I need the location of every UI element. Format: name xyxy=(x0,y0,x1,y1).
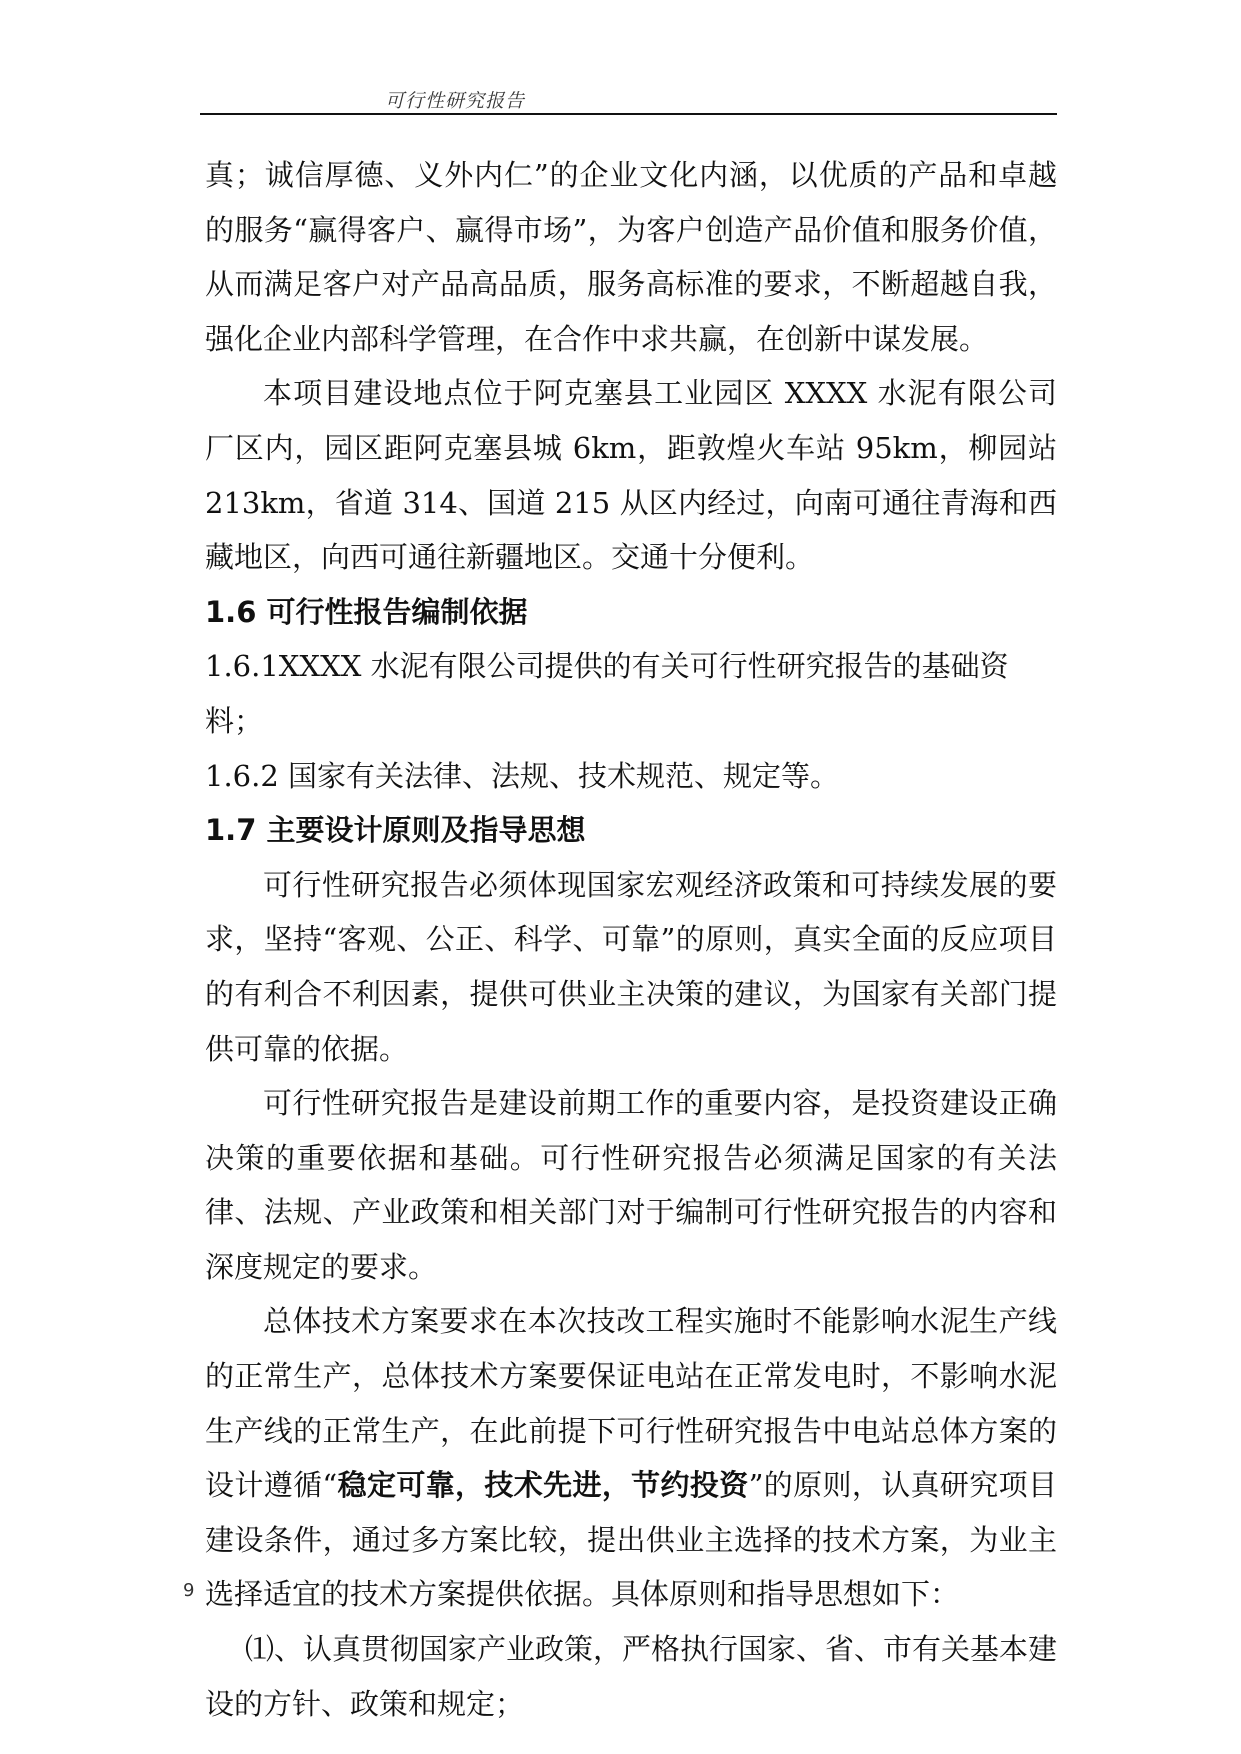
list-item-1-6-1: 1.6.1XXXX 水泥有限公司提供的有关可行性研究报告的基础资料； xyxy=(205,649,1009,738)
paragraph-technical-plan-text-before: 总体技术方案要求在本次技改工程实施时不能影响水泥生产线的正常生产，总体技术方案要保证电站在正常发电时，不影响水泥生产线的正常生产，在此前提下可行性研究报告中电站总体方案的设计遵循“ xyxy=(205,1304,1057,1503)
list-item-1-6-2: 1.6.2 国家有关法律、法规、技术规范、规定等。 xyxy=(205,758,840,793)
header-title: 可行性研究报告 xyxy=(385,90,526,112)
paragraph-principles: 可行性研究报告必须体现国家宏观经济政策和可持续发展的要求，坚持“客观、公正、科学、可靠”的原则，真实全面的反应项目的有利合不利因素，提供可供业主决策的建议，为国家有关部门提供可靠的依据。 xyxy=(205,867,1057,1066)
document-body xyxy=(205,148,1057,1731)
section-heading-1-7: 1.7 主要设计原则及指导思想 xyxy=(205,813,586,848)
header-divider xyxy=(200,113,1057,115)
paragraph-location: 本项目建设地点位于阿克塞县工业园区 XXXX 水泥有限公司厂区内，园区距阿克塞县城 6km，距敦煌火车站 95km，柳园站 213km，省道 314、国道 215 从区内经过，向南可通往青海和西藏地区，向西可通往新疆地区。交通十分便利。 xyxy=(205,376,1057,575)
list-item-principle-1: ⑴、认真贯彻国家产业政策，严格执行国家、省、市有关基本建设的方针、政策和规定； xyxy=(205,1632,1058,1721)
emphasis-text: 稳定可靠，技术先进，节约投资 xyxy=(337,1468,749,1503)
paragraph-importance: 可行性研究报告是建设前期工作的重要内容，是投资建设正确决策的重要依据和基础。可行性研究报告必须满足国家的有关法律、法规、产业政策和相关部门对于编制可行性研究报告的内容和深度规定的要求。 xyxy=(205,1086,1057,1284)
paragraph-technical-plan xyxy=(205,1294,1057,1622)
paragraph-continued: 真；诚信厚德、义外内仁”的企业文化内涵，以优质的产品和卓越的服务“赢得客户、赢得市场”，为客户创造产品价值和服务价值，从而满足客户对产品高品质，服务高标准的要求，不断超越自我，强化企业内部科学管理，在合作中求共赢，在创新中谋发展。 xyxy=(205,158,1057,356)
section-heading-1-6: 1.6 可行性报告编制依据 xyxy=(205,594,528,629)
paragraph-technical-plan-text-after: ”的原则，认真研究项目建设条件，通过多方案比较，提出供业主选择的技术方案，为业主选择适宜的技术方案提供依据。具体原则和指导思想如下： xyxy=(205,1468,1057,1612)
page-number: 9 xyxy=(183,1580,195,1601)
